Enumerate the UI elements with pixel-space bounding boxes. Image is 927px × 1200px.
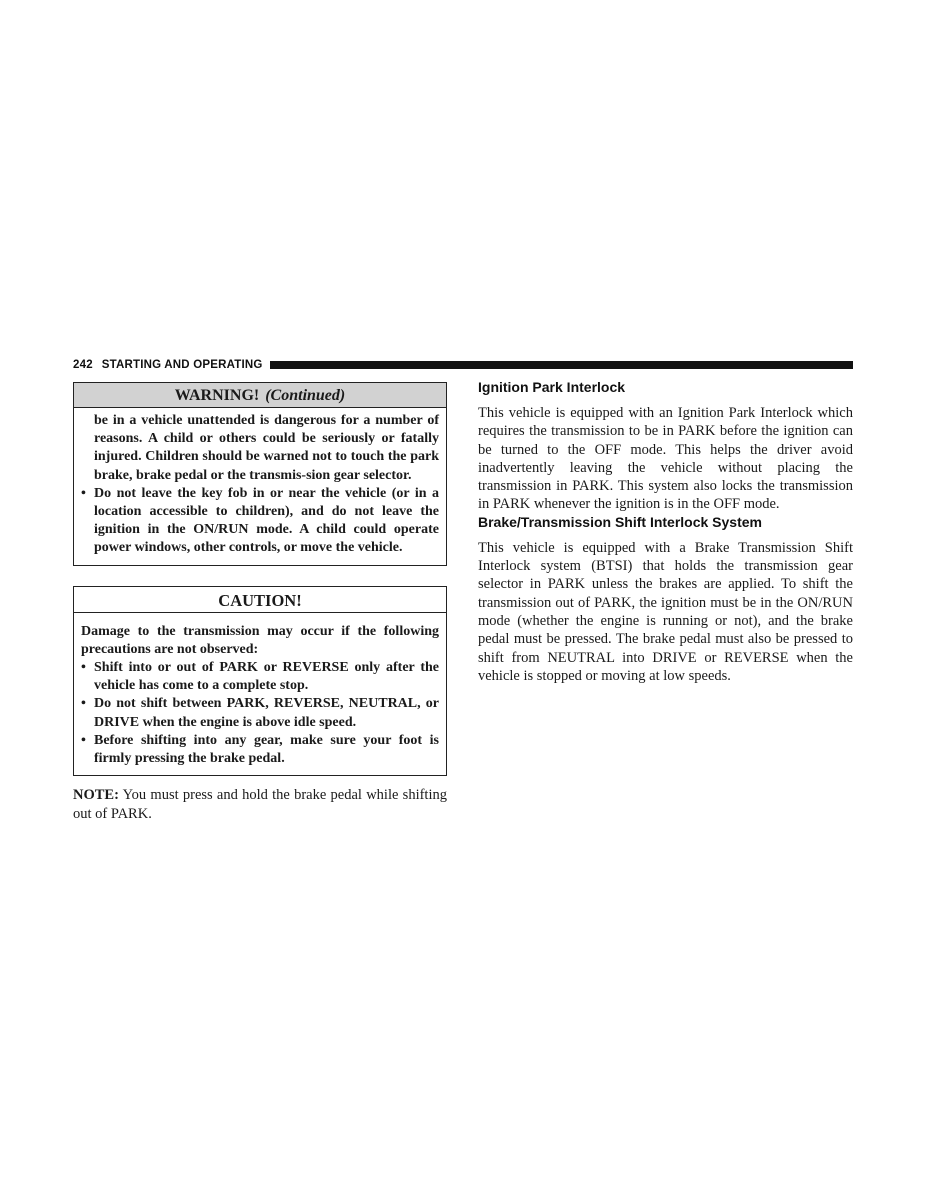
caution-bullet-text: Before shifting into any gear, make sure your foot is firmly pressing the brake pedal. bbox=[94, 732, 439, 767]
caution-bullet bbox=[81, 695, 439, 731]
warning-body bbox=[74, 408, 446, 565]
note-label: NOTE: bbox=[73, 787, 119, 804]
page-number: 242 bbox=[73, 359, 93, 371]
bullet-glyph: • bbox=[81, 485, 86, 501]
caution-bullet bbox=[81, 659, 439, 695]
caution-header: CAUTION! bbox=[74, 587, 446, 613]
note-text: You must press and hold the brake pedal while shifting out of PARK. bbox=[73, 787, 447, 822]
warning-bullet bbox=[81, 485, 439, 558]
note-paragraph bbox=[73, 786, 447, 823]
section-title: STARTING AND OPERATING bbox=[101, 359, 263, 371]
page-header bbox=[73, 358, 853, 372]
warning-continued: (Continued) bbox=[265, 387, 346, 404]
caution-body bbox=[74, 613, 446, 776]
caution-bullet-text: Shift into or out of PARK or REVERSE only after the vehicle has come to a complete stop. bbox=[94, 660, 439, 694]
bullet-glyph: • bbox=[81, 696, 86, 712]
caution-box bbox=[73, 586, 447, 777]
warning-bullet-text: Do not leave the key fob in or near the vehicle (or in a location accessible to children), and do not leave the ignition in the ON/RUN mode. A child could operate power windows, other controls, or move the vehicle. bbox=[94, 485, 439, 556]
btsi-heading: Brake/Transmission Shift Interlock System bbox=[478, 513, 762, 530]
bullet-glyph: • bbox=[81, 660, 86, 676]
left-column bbox=[73, 382, 447, 838]
caution-bullet-text: Do not shift between PARK, REVERSE, NEUTRAL, or DRIVE when the engine is above idle speed. bbox=[94, 696, 439, 730]
warning-header bbox=[74, 383, 446, 408]
ignition-park-interlock-body: This vehicle is equipped with an Ignition Park Interlock which requires the transmission to be in PARK before the ignition can be turned to the OFF mode. This helps the driver avoid inadvertently leaving the vehicle without placing the transmission in PARK. This system also locks the transmission in PARK whenever the ignition is in the OFF mode. bbox=[478, 405, 853, 513]
warning-title: WARNING! bbox=[174, 387, 260, 404]
caution-intro: Damage to the transmission may occur if the following precautions are not observed: bbox=[81, 623, 439, 657]
bullet-glyph: • bbox=[81, 732, 86, 748]
btsi-body: This vehicle is equipped with a Brake Transmission Shift Interlock system (BTSI) that holds the transmission gear selector in PARK unless the brakes are applied. To shift the transmission out of PARK, the ignition must be in the ON/RUN mode (whether the engine is running or not), and the brake pedal must be pressed. The brake pedal must also be pressed to shift from NEUTRAL into DRIVE or REVERSE when the vehicle is stopped or moving at low speeds. bbox=[478, 539, 853, 684]
warning-continuation-text: be in a vehicle unattended is dangerous for a number of reasons. A child or others could be seriously or fatally injured. Children should be warned not to touch the park brake, brake pedal or the transmis-sion gear selector. bbox=[94, 413, 439, 483]
ignition-park-interlock-heading: Ignition Park Interlock bbox=[478, 379, 626, 395]
header-rule bbox=[270, 361, 853, 369]
right-column bbox=[478, 379, 853, 685]
warning-box bbox=[73, 382, 447, 566]
caution-bullet bbox=[81, 732, 439, 768]
